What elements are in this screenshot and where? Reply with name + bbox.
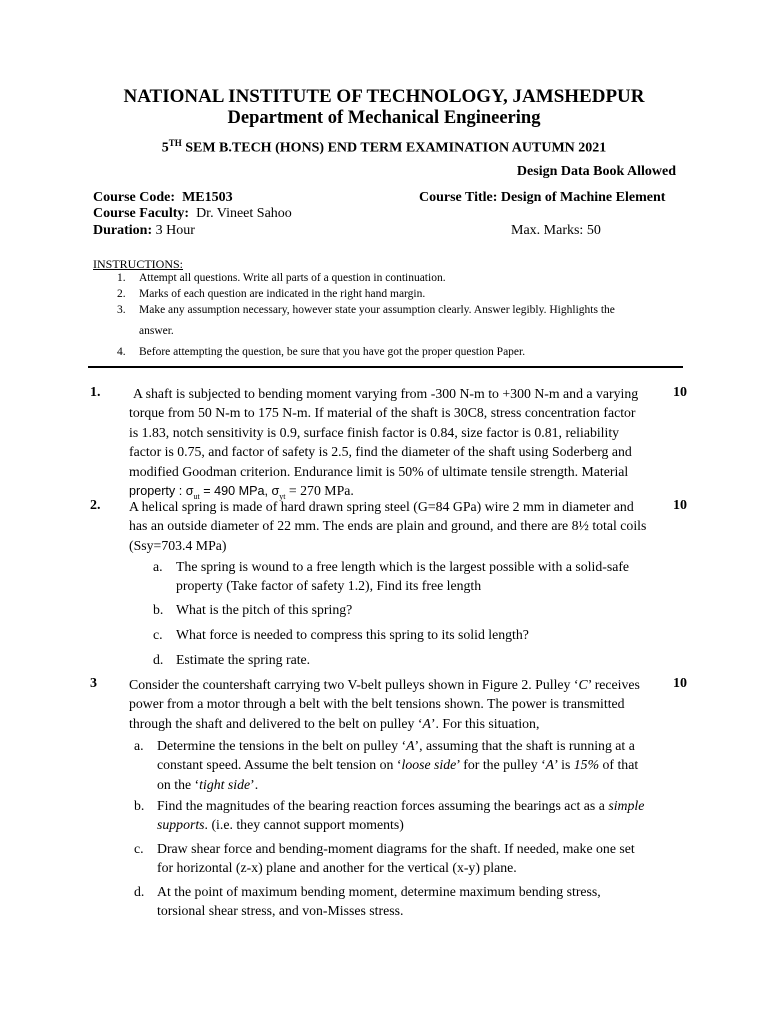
question-2-part-d: d. Estimate the spring rate. — [153, 652, 311, 667]
question-1-text: A shaft is subjected to bending moment varying from -300 N-m to +300 N-m and a varying torque from 50 N-m to 175 N-m. If material of the shaft is 30C8, stress concentration factor is 1.83, notch sensitivity is 0.9, surface finish factor is 0.84, size factor is 0.81, reliability factor is 0.75, and factor of safety is 2.5, find the diameter of the shaft using Soderberg and modified Goodman criterion. Endurance limit is 50% of ultimate tensile strength. Material property : $\sigma_{ut} = 490$ MPa, $\sigma_{yt} = 270$ MPa. — [129, 384, 657, 506]
question-3-part-d: d. At the point of maximum bending moment, determine maximum bending stress, torsional shear stress, and von-Misses stress. — [134, 884, 601, 919]
question-3-part-c: c. Draw shear force and bending-moment diagrams for the shaft. If needed, make one set for horizontal (z-x) plane and another for the vertical (x-y) plane. — [134, 841, 635, 876]
course-title: Course Title: Design of Machine Element — [419, 190, 666, 205]
department-title: Department of Mechanical Engineering — [227, 108, 541, 128]
question-2-part-b: b. What is the pitch of this spring? — [153, 602, 353, 617]
exam-title: 5TH SEM B.TECH (HONS) END TERM EXAMINATION AUTUMN 2021 — [161, 138, 607, 156]
course-code: Course Code: ME1503 — [93, 190, 233, 205]
question-2-part-a: a. The spring is wound to a free length which is the largest possible with a solid-safe property (Take factor of safety 1.2), Find its free length — [153, 559, 630, 594]
question-2-number: 2. — [90, 498, 101, 513]
course-faculty: Course Faculty: Dr. Vineet Sahoo — [93, 206, 292, 221]
question-3-part-a: a. Determine the tensions in the belt on pulley ‘A’, assuming that the shaft is running at a constant speed. Assume the belt tension on ‘loose side’ for the pulley ‘A’ is 15% of that on the ‘tight side’. — [134, 738, 639, 792]
instruction-item: 1. Attempt all questions. Write all parts of a question in continuation. — [117, 272, 446, 284]
instruction-item: 3. Make any assumption necessary, however state your assumption clearly. Answer legibly. Highlights the — [117, 304, 615, 316]
material-property: property : $\sigma_{ut} = 490$ MPa, $\sigma_{yt} = 270$ MPa. — [129, 483, 354, 501]
question-2-marks: 10 — [673, 498, 687, 513]
question-3-part-b: b. Find the magnitudes of the bearing reaction forces assuming the bearings act as a simple supports. (i.e. they cannot support moments) — [134, 798, 645, 833]
question-3-text: Consider the countershaft carrying two V-belt pulleys shown in Figure 2. Pulley ‘C’ receives power from a motor through a belt with the belt tensions shown. The power is transmitted through the shaft and delivered to the belt on pulley ‘A’. For this situation, — [129, 677, 640, 731]
institute-title: NATIONAL INSTITUTE OF TECHNOLOGY, JAMSHEDPUR — [123, 86, 645, 107]
instruction-item: 2. Marks of each question are indicated in the right hand margin. — [117, 288, 426, 300]
max-marks: Max. Marks: 50 — [511, 223, 601, 238]
instructions-heading: INSTRUCTIONS: — [93, 257, 184, 271]
question-1-number: 1. — [90, 385, 101, 400]
question-2-part-c: c. What force is needed to compress this spring to its solid length? — [153, 627, 529, 642]
course-duration: Duration: 3 Hour — [93, 223, 195, 238]
question-3-number: 3 — [90, 676, 97, 691]
instruction-item-continued: answer. — [139, 325, 174, 337]
question-2-text: A helical spring is made of hard drawn spring steel (G=84 GPa) wire 2 mm in diameter and has an outside diameter of 22 mm. The ends are plain and ground, and there are 8½ total coils (Ssy=703.4 MPa) — [129, 499, 647, 553]
horizontal-divider — [88, 366, 683, 368]
question-3-marks: 10 — [673, 676, 687, 691]
question-1-marks: 10 — [673, 385, 687, 400]
data-book-note: Design Data Book Allowed — [516, 164, 676, 179]
instruction-item: 4. Before attempting the question, be sure that you have got the proper question Paper. — [117, 346, 526, 358]
